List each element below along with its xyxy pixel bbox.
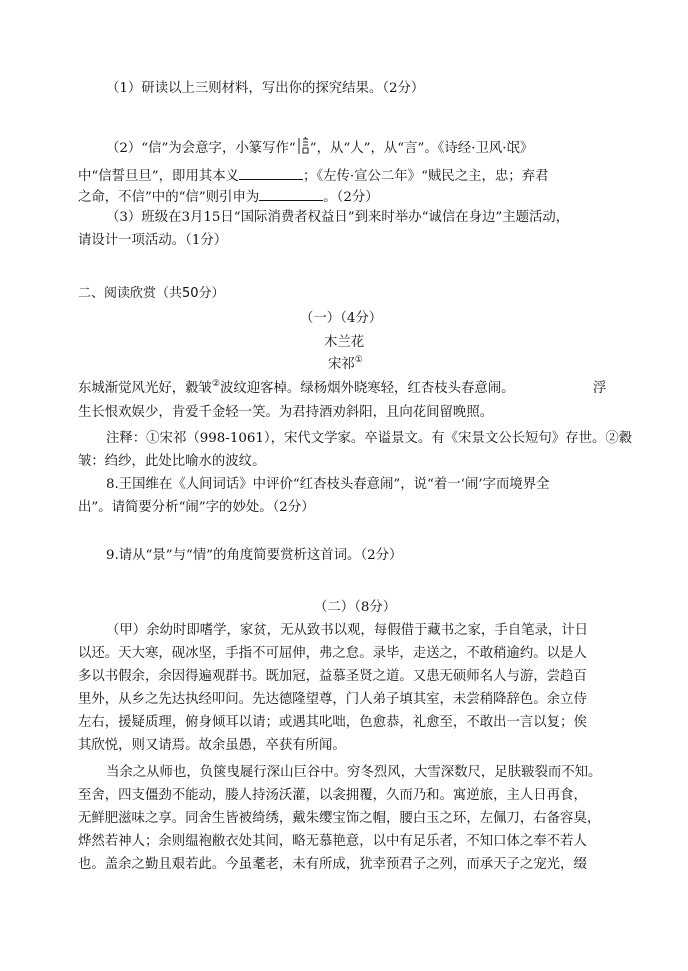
question-2-text-c: 中“信誓旦旦”，即用其本义 [78, 169, 239, 184]
passage-2-line-5: 也。盖余之勤且艰若此。今虽耄老，未有所成，犹幸预君子之列，而承天子之宠光，缀 [78, 857, 587, 872]
answer-blank-1[interactable] [239, 165, 303, 180]
question-2-text-f: 。（2分） [323, 190, 379, 205]
section-2-heading: 二、阅读欣赏（共50分） [78, 286, 225, 301]
note-marker-2: ② [211, 379, 220, 389]
passage-1-line-2: 以还。天大寒，砚冰坚，手指不可屈伸，弗之怠。录毕，走送之，不敢稍逾约。以是人 [78, 646, 587, 661]
passage-2-line-1: 当余之从师也，负箧曳屣行深山巨谷中。穷冬烈风，大雪深数尺，足肤皲裂而不知。 [106, 765, 602, 780]
passage-1-line-1: （甲）余幼时即嗜学，家贫，无从致书以观，每假借于藏书之家，手自笔录，计日 [106, 623, 589, 638]
question-2-line-2 [78, 165, 548, 187]
poem-line-1b: 波纹迎客棹。绿杨烟外晓寒轻，红杏枝头春意闹。 [219, 381, 515, 396]
poem-line-2: 生长恨欢娱少，肯爱千金轻一笑。为君持酒劝斜阳，且向花间留晚照。 [78, 405, 494, 420]
poem-line-1a: 东城渐觉风光好，縠皱 [78, 381, 212, 396]
passage-1-line-4: 里外，从乡之先达执经叩问。先达德隆望尊，门人弟子填其室，未尝稍降辞色。余立侍 [78, 692, 587, 707]
question-2-text-d: ；《左传·宣公二年》“贼民之主，忠；弃君 [303, 169, 549, 184]
poem-title: 木兰花 [324, 335, 365, 350]
poem-author-name: 宋祁 [328, 357, 355, 372]
passage-2-line-2: 至舍，四支僵劲不能动，媵人持汤沃灌，以衾拥覆，久而乃和。寓逆旅，主人日再食， [78, 788, 587, 803]
question-2-line-3 [78, 186, 379, 208]
poem-line-1-tail: 浮 [593, 381, 607, 396]
annotation-line-1: 注释：①宋祁（998-1061），宋代文学家。卒谥景文。有《宋景文公长短句》存世。②縠 [106, 431, 633, 446]
question-2-text-a: （2）“信”为会意字，小篆写作“ [106, 141, 296, 156]
question-3-line-2: 请设计一项活动。（1分） [78, 233, 228, 248]
question-9: 9.请从“景”与“情”的角度简要赏析这首词。（2分） [106, 548, 403, 563]
note-marker-1: ① [354, 355, 363, 365]
passage-1-line-6: 其欣悦，则又请焉。故余虽愚，卒获有所闻。 [78, 738, 346, 753]
question-8-line-1: 8.王国维在《人间词话》中评价“红杏枝头春意闹”，说“着一‘闹’字而境界全 [106, 477, 550, 492]
passage-2-line-4: 烨然若神人；余则缊袍敝衣处其间，略无慕艳意，以中有足乐者，不知口体之奉不若人 [78, 834, 587, 849]
question-1: （1）研读以上三则材料，写出你的探究结果。（2分） [106, 81, 425, 96]
poem-line-1 [78, 379, 515, 399]
passage-1-line-3: 多以书假余，余因得遍观群书。既加冠，益慕圣贤之道。又患无硕师名人与游，尝趋百 [78, 669, 587, 684]
question-8-line-2: 出”。请简要分析“闹”字的妙处。（2分） [78, 500, 315, 515]
seal-script-xin-icon [296, 137, 310, 155]
question-2-text-e: 之命，不信”中的“信”则引申为 [78, 190, 260, 205]
part-2-heading: （二）（8分） [314, 600, 397, 615]
annotation-line-2: 皱：绉纱，此处比喻水的波纹。 [78, 454, 266, 469]
question-3-line-1: （3）班级在3月15日“国际消费者权益日”到来时举办“诚信在身边”主题活动， [106, 210, 570, 225]
answer-blank-2[interactable] [259, 186, 323, 201]
passage-1-line-5: 左右，援疑质理，俯身倾耳以请；或遇其叱咄，色愈恭，礼愈至，不敢出一言以复；俟 [78, 715, 587, 730]
question-2-text-b: ”，从“人”，从“言”。《诗经·卫风·氓》 [309, 141, 534, 156]
passage-2-line-3: 无鲜肥滋味之享。同舍生皆被绮绣，戴朱缨宝饰之帽，腰白玉之环，左佩刀，右备容臭， [78, 811, 601, 826]
poem-author [328, 355, 363, 375]
part-1-heading: （一）（4分） [300, 311, 383, 326]
question-2-line-1 [106, 137, 533, 159]
